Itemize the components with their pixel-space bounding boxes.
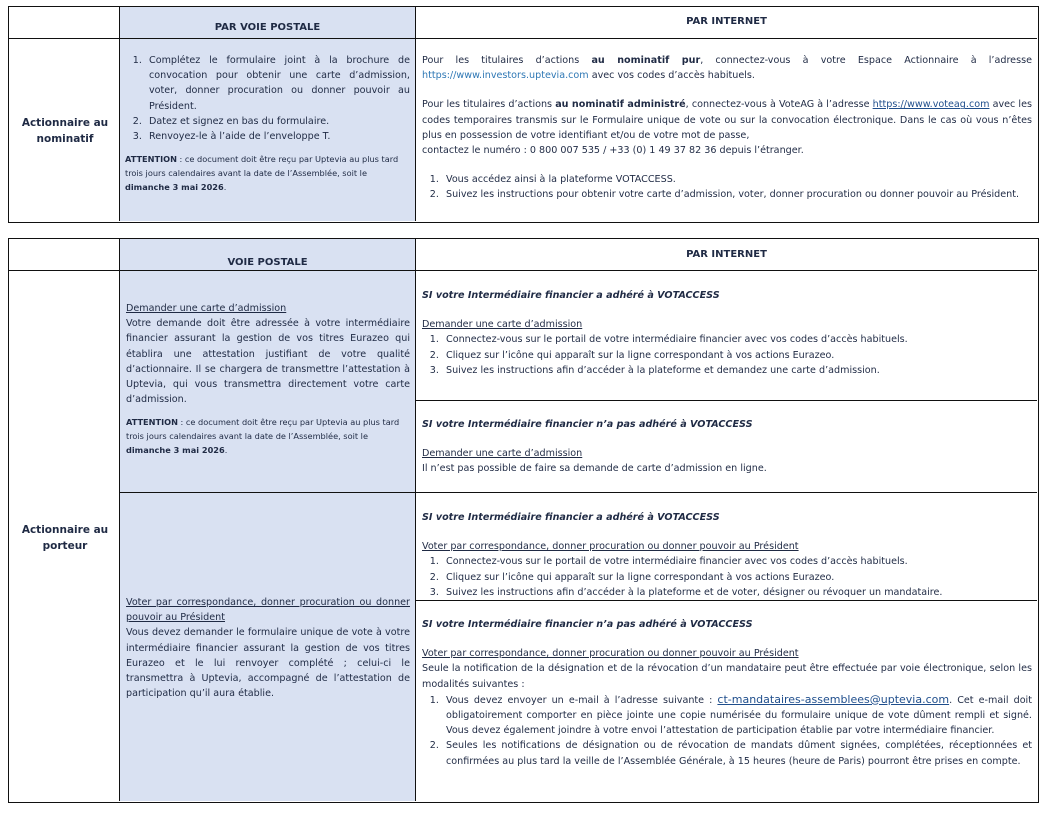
postal-admission-text: Votre demande doit être adressée à votre intermédiaire financier assurant la gestion de vos titres Eurazeo qui établira une attestation justifiant de votre qualité d’actionnaire. Il se chargera de transmettre l’attestation à Uptevia, qui vous transmettra directement votre carte d’admission. xyxy=(126,318,410,406)
contact-phone: contactez le numéro : 0 800 007 535 / +33 (0) 1 49 37 82 36 depuis l’étranger. xyxy=(422,145,804,157)
email-link[interactable]: ct-mandataires-assemblees@uptevia.com xyxy=(717,692,950,706)
step: 3. Suivez les instructions afin d’accéder à la plateforme et demandez une carte d’admission. xyxy=(442,363,1032,378)
internet-vote-votaccess xyxy=(422,510,1032,600)
investors-link[interactable]: https://www.investors.uptevia.com xyxy=(422,70,589,82)
postal-step: 2. Datez et signez en bas du formulaire. xyxy=(145,114,410,129)
section-intro: Seule la notification de la désignation et de la révocation d’un mandataire peut être effectuée par voie électronique, selon les modalités suivantes : xyxy=(422,663,1032,690)
header-postal: PAR VOIE POSTALE xyxy=(214,22,321,33)
header-internet: PAR INTERNET xyxy=(686,16,767,27)
steps-list xyxy=(422,692,1032,769)
internet-admission-no-votaccess xyxy=(422,417,1032,477)
postal-step: 1. Complétez le formulaire joint à la brochure de convocation pour obtenir une carte d’admission, voter, donner procuration ou donner pouvoir au Président. xyxy=(145,53,410,114)
steps-list xyxy=(422,332,1032,378)
attention-note: ATTENTION : ce document doit être reçu par Uptevia au plus tard trois jours calendaires avant la date de l’Assemblée, soit le dimanche 3 mai 2026. xyxy=(125,154,399,193)
section-heading: SI votre Intermédiaire financier n’a pas adhéré à VOTACCESS xyxy=(422,619,753,630)
section-title: Voter par correspondance, donner procuration ou donner pouvoir au Président xyxy=(422,648,799,660)
postal-vote-text: Vous devez demander le formulaire unique de vote à votre intermédiaire financier assurant la gestion de vos titres Eurazeo et le lui renvoyer complété ; celui-ci le transmettra à Uptevia, accompagné de l’attestation de participation qu’il aura établie. xyxy=(126,627,410,700)
header-internet: PAR INTERNET xyxy=(686,249,767,260)
step: 1. Connectez-vous sur le portail de votre intermédiaire financier avec vos codes d’accès habituels. xyxy=(442,332,1032,347)
internet-steps-list xyxy=(422,172,1032,202)
step: 2. Seules les notifications de désignation ou de révocation de mandats dûment signées, complétées, réceptionnées et confirmées au plus tard la veille de l’Assemblée Générale, à 15 heures (heure de Paris) pourront être prises en compte. xyxy=(442,738,1032,768)
postal-steps-list xyxy=(125,53,410,144)
step: 3. Suivez les instructions afin d’accéder à la plateforme et de voter, désigner ou révoquer un mandataire. xyxy=(442,585,1032,600)
section-heading: SI votre Intermédiaire financier a adhéré à VOTACCESS xyxy=(422,512,720,523)
section-title: Demander une carte d’admission xyxy=(422,319,583,331)
steps-list xyxy=(422,554,1032,600)
section-text: Il n’est pas possible de faire sa demande de carte d’admission en ligne. xyxy=(422,463,767,475)
section-title: Demander une carte d’admission xyxy=(422,448,583,460)
step: 2. Cliquez sur l’icône qui apparaît sur la ligne correspondant à vos actions Eurazeo. xyxy=(442,348,1032,363)
step: 1. Connectez-vous sur le portail de votre intermédiaire financier avec vos codes d’accès habituels. xyxy=(442,554,1032,569)
postal-admission xyxy=(126,301,410,457)
step: 1. Vous devez envoyer un e-mail à l’adresse suivante : ct-mandataires-assemblees@uptevia.com. Cet e-mail doit obligatoirement comporter en pièce jointe une copie numérisée du formulaire unique de vote dûment rempli et signé. Vous devez également joindre à votre envoi l’attestation de participation établie par votre intermédiaire financier. xyxy=(442,692,1032,739)
header-postal: VOIE POSTALE xyxy=(227,257,308,268)
internet-admission-votaccess xyxy=(422,288,1032,378)
table-nominatif xyxy=(8,6,1039,223)
nominatif-administre-paragraph: Pour les titulaires d’actions au nominatif administré, connectez-vous à VoteAG à l’adresse https://www.voteag.com avec les codes temporaires transmis sur le Formulaire unique de vote ou sur la convocation électronique. Dans le cas où vous n’êtes plus en possession de votre identifiant et/ou de votre mot de passe, xyxy=(422,99,1032,141)
row-label-porteur: Actionnaire au porteur xyxy=(21,524,109,552)
postal-vote xyxy=(126,595,410,701)
voteag-link[interactable]: https://www.voteag.com xyxy=(872,99,990,111)
table-porteur xyxy=(8,238,1039,803)
nominatif-pur-paragraph: Pour les titulaires d’actions au nominatif pur, connectez-vous à votre Espace Actionnaire à l’adresse https://www.investors.uptevia.com avec vos codes d’accès habituels. xyxy=(422,55,1032,82)
section-heading: SI votre Intermédiaire financier a adhéré à VOTACCESS xyxy=(422,290,720,301)
internet-step: 1. Vous accédez ainsi à la plateforme VOTACCESS. xyxy=(442,172,1032,187)
internet-vote-no-votaccess xyxy=(422,617,1032,769)
postal-step: 3. Renvoyez-le à l’aide de l’enveloppe T. xyxy=(145,129,410,144)
postal-vote-title: Voter par correspondance, donner procuration ou donner pouvoir au Président xyxy=(126,597,410,624)
attention-note: ATTENTION : ce document doit être reçu par Uptevia au plus tard trois jours calendaires avant la date de l’Assemblée, soit le dimanche 3 mai 2026. xyxy=(126,417,400,456)
section-heading: SI votre Intermédiaire financier n’a pas adhéré à VOTACCESS xyxy=(422,419,753,430)
internet-step: 2. Suivez les instructions pour obtenir votre carte d’admission, voter, donner procuration ou donner pouvoir au Président. xyxy=(442,187,1032,202)
row-label-nominatif: Actionnaire au nominatif xyxy=(21,117,109,145)
postal-instructions xyxy=(125,53,410,194)
postal-admission-title: Demander une carte d’admission xyxy=(126,303,287,314)
internet-instructions xyxy=(422,53,1032,203)
section-title: Voter par correspondance, donner procuration ou donner pouvoir au Président xyxy=(422,541,799,553)
step: 2. Cliquez sur l’icône qui apparaît sur la ligne correspondant à vos actions Eurazeo. xyxy=(442,570,1032,585)
